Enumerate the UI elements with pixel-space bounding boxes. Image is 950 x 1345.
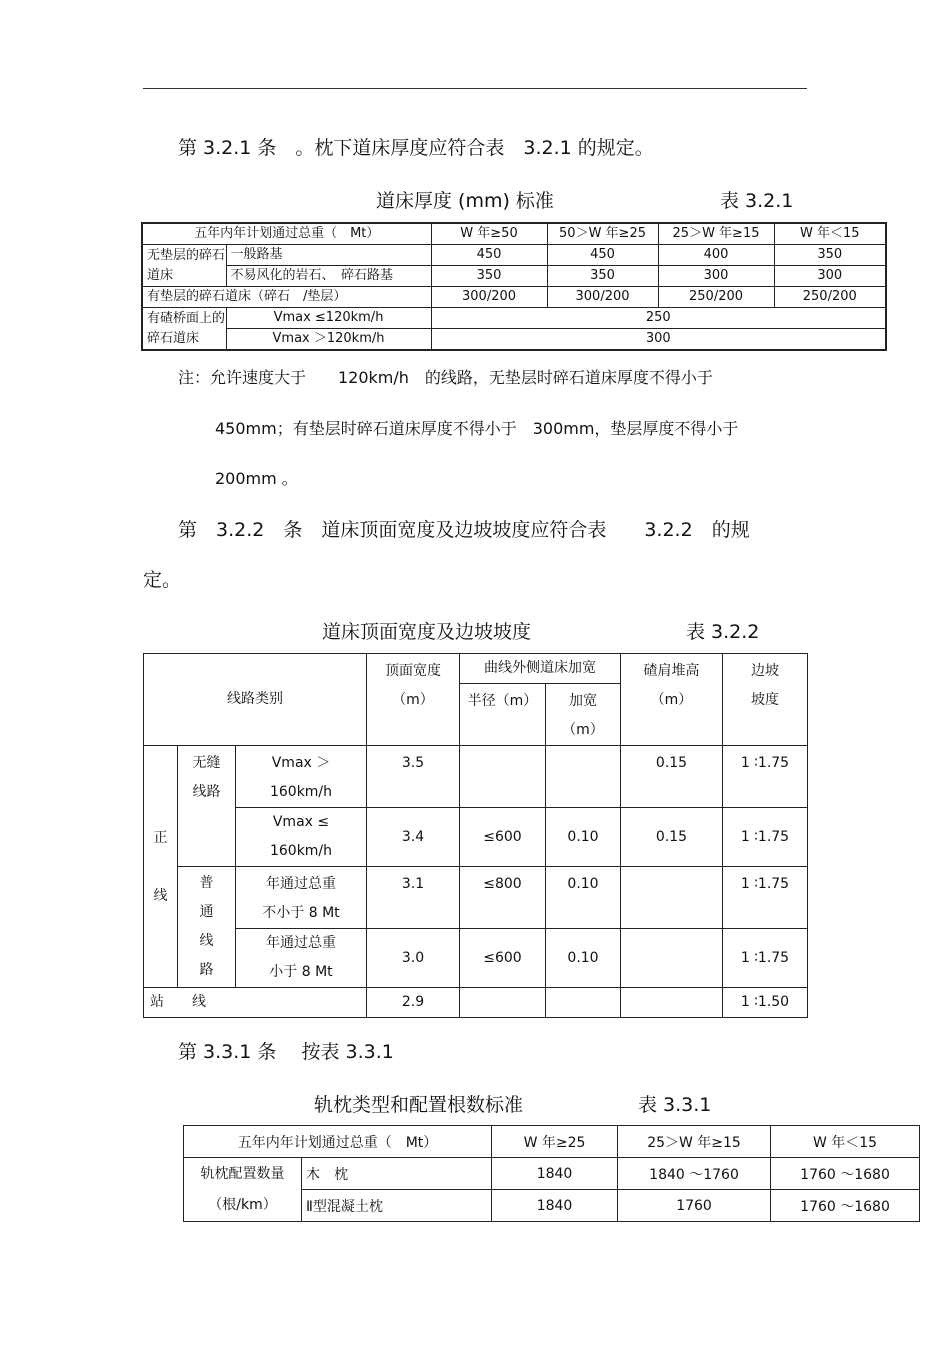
row-label bbox=[236, 808, 367, 867]
cell: 400 bbox=[658, 245, 774, 266]
cell: 0.10 bbox=[546, 808, 621, 867]
header-cell-line: 碴肩堆高 bbox=[643, 663, 700, 679]
header-cell bbox=[621, 654, 723, 746]
cell: 350 bbox=[431, 266, 547, 287]
header-cell: 五年内年计划通过总重（ Mt） bbox=[142, 223, 431, 245]
table-3-2-2-title: 道床顶面宽度及边坡坡度 bbox=[322, 621, 532, 643]
table-row bbox=[144, 746, 808, 808]
header-cell: 五年内年计划通过总重（ Mt） bbox=[184, 1126, 492, 1158]
group-label-line: 无缝 bbox=[192, 755, 221, 771]
header-cell: 线路类别 bbox=[144, 654, 367, 746]
row-label: Vmax ＞120km/h bbox=[226, 329, 431, 351]
row-label bbox=[236, 929, 367, 988]
cell bbox=[546, 988, 621, 1018]
row-label-line: Vmax ≤ bbox=[272, 814, 330, 830]
table-row bbox=[142, 245, 886, 266]
cell: 300/200 bbox=[547, 287, 658, 308]
header-cell-line: 加宽 bbox=[569, 693, 597, 709]
header-rule bbox=[143, 88, 807, 89]
table-3-2-2 bbox=[143, 653, 808, 1018]
main-line-label: 正线 bbox=[153, 829, 168, 904]
group-label bbox=[184, 1158, 302, 1222]
row-label bbox=[236, 867, 367, 929]
header-cell bbox=[546, 684, 621, 746]
table-row bbox=[142, 223, 886, 245]
table-row bbox=[142, 266, 886, 287]
table-3-2-1 bbox=[141, 222, 887, 351]
clause-3-2-1: 第 3.2.1 条 。枕下道床厚度应符合表 3.2.1 的规定。 bbox=[178, 137, 654, 159]
row-label-line: 160km/h bbox=[269, 843, 333, 859]
group-label: 有碴桥面上的碎石道床 bbox=[142, 308, 226, 351]
row-label: 木 枕 bbox=[302, 1158, 492, 1190]
header-cell-line: 顶面宽度 bbox=[385, 663, 441, 679]
note-line-2: 450mm；有垫层时碎石道床厚度不得小于 300mm，垫层厚度不得小于 bbox=[215, 419, 739, 438]
header-cell-line: （m） bbox=[562, 722, 604, 738]
group-label: 无垫层的碎石道床 bbox=[142, 245, 226, 287]
cell: 1 ∶1.75 bbox=[723, 929, 808, 988]
cell: ≤600 bbox=[460, 929, 546, 988]
cell: 250/200 bbox=[658, 287, 774, 308]
cell: 250 bbox=[431, 308, 886, 329]
cell: 250/200 bbox=[774, 287, 886, 308]
table-row bbox=[142, 287, 886, 308]
table-row bbox=[184, 1126, 920, 1158]
cell: 300 bbox=[431, 329, 886, 351]
cell bbox=[460, 746, 546, 808]
table-3-2-1-title: 道床厚度 (mm) 标准 bbox=[376, 190, 554, 212]
clause-3-3-1: 第 3.3.1 条 按表 3.3.1 bbox=[178, 1041, 394, 1063]
cell: 450 bbox=[431, 245, 547, 266]
cell: 0.10 bbox=[546, 929, 621, 988]
row-label: Ⅱ型混凝土枕 bbox=[302, 1190, 492, 1222]
cell: 300/200 bbox=[431, 287, 547, 308]
table-row bbox=[144, 867, 808, 929]
cell bbox=[460, 988, 546, 1018]
table-3-3-1-title: 轨枕类型和配置根数标准 bbox=[314, 1094, 524, 1116]
cell: 2.9 bbox=[367, 988, 460, 1018]
table-3-3-1 bbox=[183, 1125, 920, 1222]
cell: 3.5 bbox=[367, 746, 460, 808]
group-label bbox=[178, 867, 236, 988]
row-label: 一般路基 bbox=[226, 245, 431, 266]
note-line-1: 注：允许速度大于 120km/h 的线路，无垫层时碎石道床厚度不得小于 bbox=[178, 368, 713, 387]
header-cell-line: （m） bbox=[650, 692, 693, 708]
table-row bbox=[142, 329, 886, 351]
cell: 350 bbox=[774, 245, 886, 266]
cell: 1 ∶1.75 bbox=[723, 746, 808, 808]
row-label: Vmax ≤120km/h bbox=[226, 308, 431, 329]
header-cell: 半径（m） bbox=[460, 684, 546, 746]
table-row bbox=[142, 308, 886, 329]
row-label bbox=[236, 746, 367, 808]
table-row bbox=[144, 654, 808, 684]
clause-3-2-2-continuation: 定。 bbox=[143, 569, 182, 591]
row-label-line: 不小于 8 Mt bbox=[262, 905, 340, 921]
cell: 300 bbox=[774, 266, 886, 287]
cell: 1840 ～1760 bbox=[618, 1158, 771, 1190]
cell: 350 bbox=[547, 266, 658, 287]
header-cell: 25＞W 年≥15 bbox=[618, 1126, 771, 1158]
cell bbox=[621, 988, 723, 1018]
cell: 1840 bbox=[492, 1158, 618, 1190]
header-cell-line: 边坡 bbox=[751, 663, 779, 679]
cell: ≤800 bbox=[460, 867, 546, 929]
cell: 0.15 bbox=[621, 808, 723, 867]
row-label-line: 年通过总重 bbox=[266, 935, 336, 951]
cell: 0.10 bbox=[546, 867, 621, 929]
row-label: 不易风化的岩石、 碎石路基 bbox=[226, 266, 431, 287]
cell: 0.15 bbox=[621, 746, 723, 808]
row-label-line: 160km/h bbox=[269, 784, 333, 800]
row-label-line: Vmax ＞ bbox=[271, 755, 331, 771]
group-label-line: （根/km） bbox=[208, 1196, 277, 1213]
table-row bbox=[144, 808, 808, 867]
cell bbox=[621, 929, 723, 988]
clause-3-2-2: 第 3.2.2 条 道床顶面宽度及边坡坡度应符合表 3.2.2 的规 bbox=[178, 519, 750, 541]
cell: 3.4 bbox=[367, 808, 460, 867]
cell: 1 ∶1.75 bbox=[723, 867, 808, 929]
header-cell: W 年＜15 bbox=[771, 1126, 920, 1158]
cell: 300 bbox=[658, 266, 774, 287]
cell: 1840 bbox=[492, 1190, 618, 1222]
row-label: 站 线 bbox=[144, 988, 367, 1018]
cell bbox=[546, 746, 621, 808]
table-3-3-1-number: 表 3.3.1 bbox=[638, 1094, 712, 1116]
cell: 1760 ～1680 bbox=[771, 1158, 920, 1190]
table-3-2-2-number: 表 3.2.2 bbox=[686, 621, 760, 643]
header-cell-line: （m） bbox=[392, 692, 434, 708]
cell: 450 bbox=[547, 245, 658, 266]
cell: ≤600 bbox=[460, 808, 546, 867]
table-row bbox=[184, 1158, 920, 1190]
header-cell-line: 坡度 bbox=[751, 692, 779, 708]
group-label bbox=[178, 746, 236, 867]
table-3-2-1-number: 表 3.2.1 bbox=[720, 190, 794, 212]
row-label-line: 年通过总重 bbox=[266, 876, 336, 892]
note-line-3: 200mm 。 bbox=[215, 469, 298, 488]
header-cell: W 年≥25 bbox=[492, 1126, 618, 1158]
cell: 1 ∶1.50 bbox=[723, 988, 808, 1018]
header-cell: 25＞W 年≥15 bbox=[658, 223, 774, 245]
header-cell bbox=[367, 654, 460, 746]
cell bbox=[621, 867, 723, 929]
header-cell: 50＞W 年≥25 bbox=[547, 223, 658, 245]
group-label-line: 线路 bbox=[192, 784, 221, 800]
row-label: 有垫层的碎石道床（碎石 /垫层） bbox=[142, 287, 431, 308]
header-cell: W 年＜15 bbox=[774, 223, 886, 245]
normal-line-label: 普通线路 bbox=[199, 875, 214, 978]
table-row bbox=[144, 929, 808, 988]
group-label-line: 轨枕配置数量 bbox=[200, 1165, 285, 1182]
header-cell bbox=[723, 654, 808, 746]
group-label bbox=[144, 746, 178, 988]
cell: 1760 bbox=[618, 1190, 771, 1222]
cell: 3.1 bbox=[367, 867, 460, 929]
cell: 3.0 bbox=[367, 929, 460, 988]
cell: 1 ∶1.75 bbox=[723, 808, 808, 867]
header-cell: W 年≥50 bbox=[431, 223, 547, 245]
table-row bbox=[144, 988, 808, 1018]
row-label-line: 小于 8 Mt bbox=[269, 964, 333, 980]
cell: 1760 ～1680 bbox=[771, 1190, 920, 1222]
header-cell: 曲线外侧道床加宽 bbox=[460, 654, 621, 684]
